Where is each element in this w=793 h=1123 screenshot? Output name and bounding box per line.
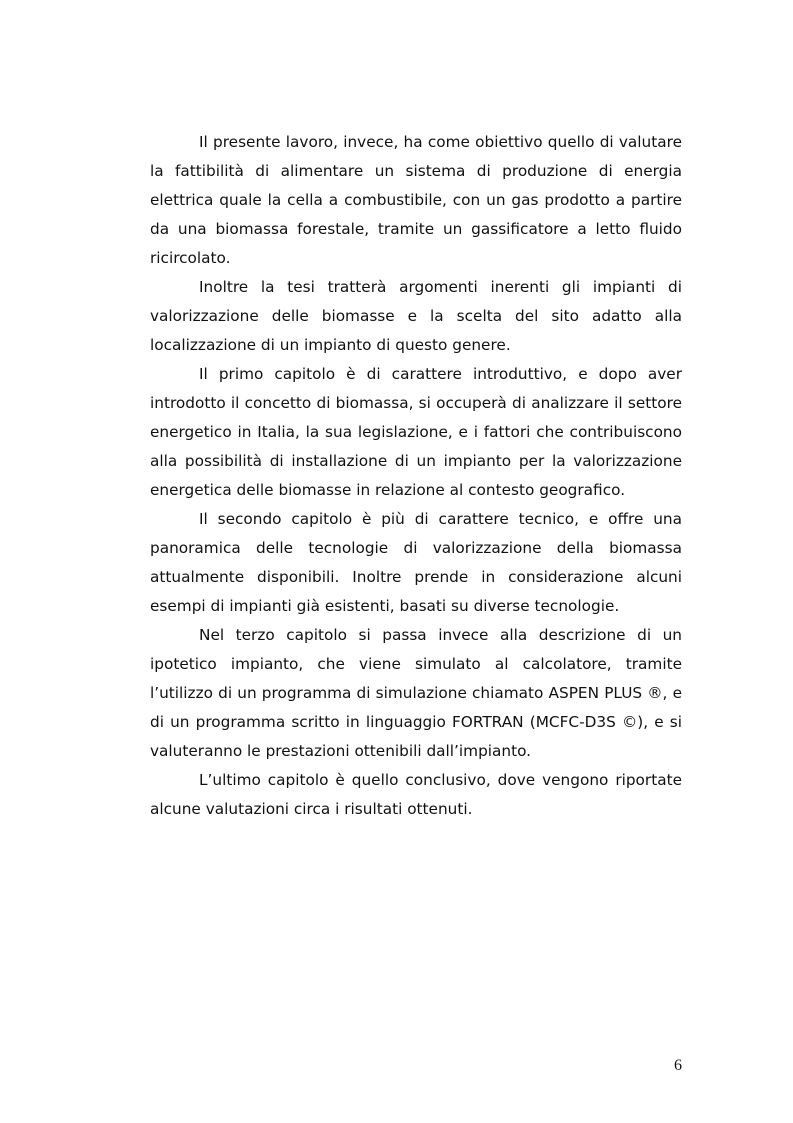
paragraph-chapter-one: Il primo capitolo è di carattere introduttivo, e dopo aver introdotto il concetto di biomassa, si occuperà di analizzare il settore energetico in Italia, la sua legislazione, e i fattori che contribuiscono alla possibilità di installazione di un impianto per la valorizzazione energetica delle biomasse in relazione al contesto geografico. <box>150 365 682 499</box>
body-text <box>150 128 682 824</box>
paragraph-chapter-three: Nel terzo capitolo si passa invece alla descrizione di un ipotetico impianto, che viene simulato al calcolatore, tramite l’utilizzo di un programma di simulazione chiamato ASPEN PLUS ®, e di un programma scritto in linguaggio FORTRAN (MCFC-D3S ©), e si valuteranno le prestazioni ottenibili dall’impianto. <box>150 626 682 760</box>
paragraph-chapter-two: Il secondo capitolo è più di carattere tecnico, e offre una panoramica delle tecnologie di valorizzazione della biomassa attualmente disponibili. Inoltre prende in considerazione alcuni esempi di impianti già esistenti, basati su diverse tecnologie. <box>150 510 682 615</box>
paragraph-last-chapter: L’ultimo capitolo è quello conclusivo, dove vengono riportate alcune valutazioni circa i risultati ottenuti. <box>150 771 682 818</box>
paragraph-thesis-topics: Inoltre la tesi tratterà argomenti inerenti gli impianti di valorizzazione delle biomasse e la scelta del sito adatto alla localizzazione di un impianto di questo genere. <box>150 278 682 354</box>
paragraph-objective: Il presente lavoro, invece, ha come obiettivo quello di valutare la fattibilità di alimentare un sistema di produzione di energia elettrica quale la cella a combustibile, con un gas prodotto a partire da una biomassa forestale, tramite un gassificatore a letto fluido ricircolato. <box>150 133 682 267</box>
page-number: 6 <box>674 1057 682 1074</box>
